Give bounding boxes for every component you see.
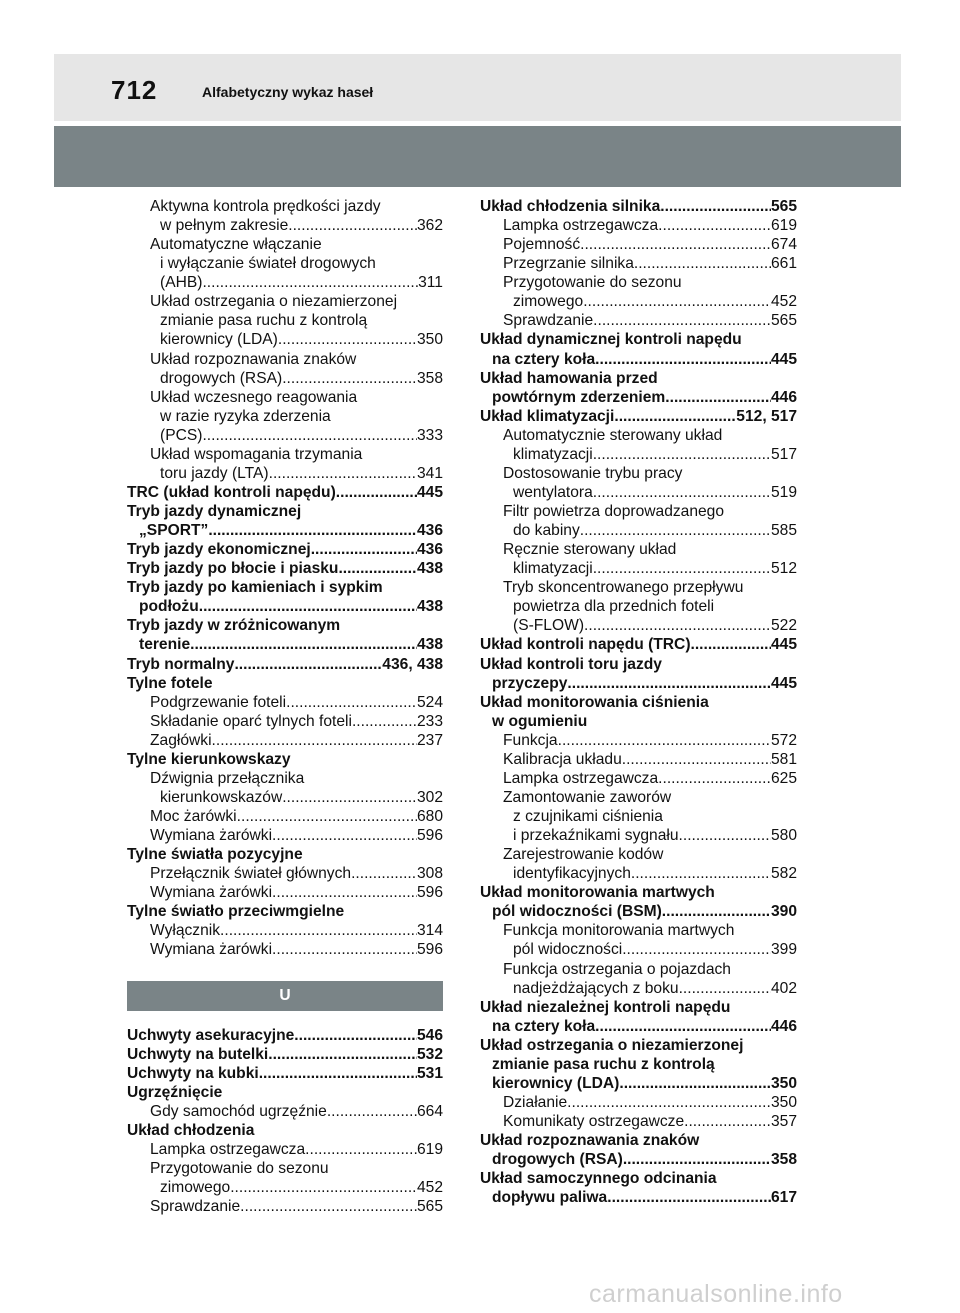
page-reference: 341 xyxy=(416,464,443,482)
entry-text: Przegrzanie silnika xyxy=(503,255,634,273)
dot-leader xyxy=(660,197,771,216)
index-entry xyxy=(127,1178,443,1197)
index-heading-line: Dostosowanie trybu pracy xyxy=(503,464,683,482)
index-entry xyxy=(480,197,797,216)
dot-leader xyxy=(234,655,382,674)
page-reference: 585 xyxy=(770,522,797,540)
index-heading-line: Tryb jazdy po kamieniach i sypkim xyxy=(127,579,383,597)
dot-leader xyxy=(199,597,417,616)
index-heading-line: Układ samoczynnego odcinania xyxy=(480,1170,717,1188)
page-reference: 333 xyxy=(416,426,443,444)
entry-text: Sprawdzanie xyxy=(150,1198,241,1216)
page-reference: 517 xyxy=(770,445,797,463)
dot-leader xyxy=(190,635,417,654)
entry-text: Układ klimatyzacji xyxy=(480,407,615,425)
index-heading-line: Tylne światła pozycyjne xyxy=(127,846,303,864)
index-heading-line: w razie ryzyka zderzenia xyxy=(160,407,331,425)
index-entry xyxy=(480,616,797,635)
page-reference: 436 xyxy=(416,522,443,540)
dot-leader xyxy=(272,883,417,902)
index-entry xyxy=(480,216,797,235)
index-entry xyxy=(480,1188,797,1207)
entry-text: Tryb normalny xyxy=(127,655,235,673)
page-reference: 358 xyxy=(770,1151,797,1169)
index-entry xyxy=(127,826,443,845)
watermark: carmanualsonline.info xyxy=(589,1280,843,1308)
entry-text: na cztery koła xyxy=(492,1017,596,1035)
index-entry xyxy=(480,769,797,788)
dot-leader xyxy=(580,521,771,540)
index-heading-line: Układ ostrzegania o niezamierzonej xyxy=(480,1036,744,1054)
page-reference: 452 xyxy=(416,1179,443,1196)
entry-text: Podgrzewanie foteli xyxy=(150,693,287,711)
index-entry xyxy=(127,540,443,559)
dot-leader xyxy=(327,1102,417,1121)
page-reference: 436, 438 xyxy=(382,655,443,673)
dot-leader xyxy=(684,1112,771,1131)
page-reference: 596 xyxy=(416,884,443,902)
index-entry xyxy=(127,483,443,502)
entry-text: identyfikacyjnych xyxy=(513,865,631,883)
page-reference: 438 xyxy=(416,598,443,616)
dot-leader xyxy=(614,407,736,426)
entry-text: drogowych (RSA) xyxy=(492,1151,623,1169)
index-entry xyxy=(480,521,797,540)
entry-text: na cztery koła xyxy=(492,350,596,368)
index-entry xyxy=(127,807,443,826)
page-reference: 674 xyxy=(770,236,797,254)
page-reference: 617 xyxy=(770,1189,797,1207)
page-reference: 582 xyxy=(770,865,797,883)
index-heading-line: Układ niezależnej kontroli napędu xyxy=(480,998,731,1016)
page-reference: 402 xyxy=(770,979,797,997)
dot-leader xyxy=(230,1178,417,1197)
page-reference: 664 xyxy=(416,1102,443,1120)
dot-leader xyxy=(220,921,417,940)
dot-leader xyxy=(338,559,417,578)
dot-leader xyxy=(607,1188,771,1207)
index-entry xyxy=(127,1026,443,1045)
entry-text: klimatyzacji xyxy=(513,560,593,578)
index-heading-line: zmianie pasa ruchu z kontrolą xyxy=(160,312,368,330)
page-reference: 233 xyxy=(416,712,443,730)
index-entry xyxy=(480,292,797,311)
entry-text: kierownicy (LDA) xyxy=(492,1074,620,1092)
index-list-t xyxy=(127,197,443,960)
dot-leader xyxy=(595,350,771,369)
index-entry xyxy=(127,1064,443,1083)
index-heading-line: Układ wspomagania trzymania xyxy=(150,445,363,463)
index-entry xyxy=(480,826,797,845)
entry-text: drogowych (RSA) xyxy=(160,369,283,387)
entry-text: Uchwyty asekuracyjne xyxy=(127,1026,295,1044)
page-reference: 572 xyxy=(770,731,797,749)
index-entry xyxy=(480,559,797,578)
dot-leader xyxy=(619,1074,771,1093)
index-entry xyxy=(127,731,443,750)
index-entry xyxy=(480,235,797,254)
dot-leader xyxy=(268,1045,417,1064)
index-entry xyxy=(127,369,443,388)
index-heading-line: zmianie pasa ruchu z kontrolą xyxy=(492,1055,715,1073)
index-entry xyxy=(127,464,443,483)
page-reference: 357 xyxy=(770,1113,797,1130)
entry-text: Pojemność xyxy=(503,236,581,254)
page-reference: 565 xyxy=(770,312,797,330)
dot-leader xyxy=(567,674,771,693)
index-entry xyxy=(480,407,797,426)
entry-text: pól widoczności (BSM) xyxy=(492,903,662,921)
page-reference: 445 xyxy=(770,350,797,368)
dot-leader xyxy=(665,388,771,407)
entry-text: Kalibracja układu xyxy=(503,750,622,768)
page-reference: 522 xyxy=(770,617,797,635)
entry-text: Tryb jazdy ekonomicznej xyxy=(127,541,311,559)
entry-text: i przekaźnikami sygnału xyxy=(513,827,679,845)
index-entry xyxy=(480,750,797,769)
index-column-left xyxy=(127,197,443,1216)
index-heading-line: Tryb jazdy dynamicznej xyxy=(127,503,302,520)
entry-text: kierunkowskazów xyxy=(160,788,283,806)
entry-text: (S-FLOW) xyxy=(513,617,585,635)
index-heading-line: Układ rozpoznawania znaków xyxy=(480,1132,700,1150)
dot-leader xyxy=(658,216,771,235)
entry-text: Składanie oparć tylnych foteli xyxy=(150,712,352,730)
dot-leader xyxy=(634,254,771,273)
dot-leader xyxy=(593,559,771,578)
index-heading-line: Zamontowanie zaworów xyxy=(503,788,672,806)
page-reference: 399 xyxy=(770,941,797,959)
entry-text: Funkcja xyxy=(503,731,558,749)
index-entry xyxy=(480,979,797,998)
entry-text: Wymiana żarówki xyxy=(150,827,273,845)
entry-text: Działanie xyxy=(503,1093,568,1111)
index-entry xyxy=(480,311,797,330)
index-entry xyxy=(480,1112,797,1131)
entry-text: nadjeżdżających z boku xyxy=(513,979,679,997)
page-reference: 438 xyxy=(416,560,443,578)
index-heading-line: Układ kontroli toru jazdy xyxy=(480,655,662,673)
page-reference: 438 xyxy=(416,636,443,654)
index-list-u-continued xyxy=(480,197,797,1207)
index-entry xyxy=(127,597,443,616)
page-reference: 661 xyxy=(770,255,797,273)
dot-leader xyxy=(593,445,771,464)
page-reference: 445 xyxy=(770,636,797,654)
index-entry xyxy=(480,674,797,693)
dot-leader xyxy=(567,1093,771,1112)
index-entry xyxy=(127,940,443,959)
dot-leader xyxy=(212,731,417,750)
index-entry xyxy=(480,254,797,273)
index-heading-line: Automatyczne włączanie xyxy=(150,236,322,254)
page-reference: 596 xyxy=(416,827,443,845)
index-heading-line: Przygotowanie do sezonu xyxy=(150,1159,329,1177)
index-heading-line: Układ ostrzegania o niezamierzonej xyxy=(150,293,398,311)
dot-leader xyxy=(202,426,417,445)
page-reference: 519 xyxy=(770,483,797,501)
entry-text: Moc żarówki xyxy=(150,808,237,825)
index-entry xyxy=(127,521,443,540)
dot-leader xyxy=(679,979,771,998)
index-entry xyxy=(127,921,443,940)
index-entry xyxy=(480,1093,797,1112)
dot-leader xyxy=(208,521,417,540)
index-entry xyxy=(480,731,797,750)
index-entry xyxy=(480,445,797,464)
index-entry xyxy=(127,635,443,654)
page-reference: 580 xyxy=(770,827,797,845)
dot-leader xyxy=(593,311,771,330)
page-reference: 512, 517 xyxy=(736,407,797,425)
index-heading-line: Tylne światło przeciwmgielne xyxy=(127,903,345,921)
dot-leader xyxy=(294,1026,417,1045)
section-title: Alfabetyczny wykaz haseł xyxy=(202,84,374,100)
page-reference: 680 xyxy=(416,808,443,825)
page-reference: 302 xyxy=(416,788,443,806)
page-reference: 625 xyxy=(770,769,797,787)
page-reference: 308 xyxy=(416,865,443,883)
dot-leader xyxy=(278,330,417,349)
entry-text: Lampka ostrzegawcza xyxy=(150,1140,306,1158)
index-heading-line: z czujnikami ciśnienia xyxy=(513,808,663,825)
dot-leader xyxy=(679,826,771,845)
index-entry xyxy=(480,902,797,921)
page-reference: 314 xyxy=(416,922,443,940)
entry-text: Układ chłodzenia silnika xyxy=(480,198,661,215)
entry-text: TRC (układ kontroli napędu) xyxy=(127,483,336,501)
page-reference: 524 xyxy=(416,693,443,711)
entry-text: Komunikaty ostrzegawcze xyxy=(503,1113,685,1130)
index-heading-line: Tylne fotele xyxy=(127,674,213,692)
page-reference: 350 xyxy=(416,331,443,349)
page-reference: 237 xyxy=(416,731,443,749)
entry-text: klimatyzacji xyxy=(513,445,593,463)
dot-leader xyxy=(282,369,417,388)
index-heading-line: w ogumieniu xyxy=(492,712,588,730)
index-heading-line: Ręcznie sterowany układ xyxy=(503,541,677,559)
entry-text: powtórnym zderzeniem xyxy=(492,388,666,406)
dot-leader xyxy=(623,1150,771,1169)
entry-text: (PCS) xyxy=(160,426,203,444)
entry-text: Sprawdzanie xyxy=(503,312,594,330)
entry-text: „SPORT” xyxy=(139,522,209,540)
header-strip xyxy=(54,54,901,121)
index-heading-line: Układ dynamicznej kontroli napędu xyxy=(480,331,742,349)
index-entry xyxy=(127,330,443,349)
header-band xyxy=(54,126,901,187)
page-reference: 452 xyxy=(770,293,797,311)
entry-text: do kabiny xyxy=(513,522,580,540)
dot-leader xyxy=(240,1197,417,1216)
dot-leader xyxy=(580,235,771,254)
dot-leader xyxy=(558,731,771,750)
page-reference: 546 xyxy=(416,1026,443,1044)
index-entry xyxy=(127,788,443,807)
index-entry xyxy=(127,693,443,712)
dot-leader xyxy=(282,788,417,807)
dot-leader xyxy=(583,292,771,311)
page-reference: 619 xyxy=(770,217,797,235)
page-reference: 445 xyxy=(416,483,443,501)
index-entry xyxy=(127,216,443,235)
index-entry xyxy=(480,635,797,654)
index-entry xyxy=(127,883,443,902)
page-reference: 512 xyxy=(770,560,797,578)
entry-text: Wymiana żarówki xyxy=(150,941,273,959)
entry-text: dopływu paliwa xyxy=(492,1189,608,1207)
entry-text: Przełącznik świateł głównych xyxy=(150,865,352,883)
entry-text: Zagłówki xyxy=(150,731,212,749)
page-reference: 390 xyxy=(770,903,797,921)
page-reference: 446 xyxy=(770,1017,797,1035)
dot-leader xyxy=(259,1064,417,1083)
entry-text: Tryb jazdy po błocie i piasku xyxy=(127,560,339,578)
entry-text: przyczepy xyxy=(492,674,568,692)
page-reference: 350 xyxy=(770,1093,797,1111)
index-entry xyxy=(480,864,797,883)
entry-text: Wymiana żarówki xyxy=(150,884,273,902)
entry-text: w pełnym zakresie xyxy=(160,217,289,235)
index-entry xyxy=(127,1045,443,1064)
dot-leader xyxy=(237,807,417,826)
page-reference: 532 xyxy=(416,1045,443,1063)
dot-leader xyxy=(622,750,771,769)
entry-text: Uchwyty na butelki xyxy=(127,1045,269,1063)
index-entry xyxy=(127,1197,443,1216)
dot-leader xyxy=(286,693,417,712)
index-entry xyxy=(127,1140,443,1159)
entry-text: Układ kontroli napędu (TRC) xyxy=(480,636,691,654)
page-reference: 446 xyxy=(770,388,797,406)
page-reference: 358 xyxy=(416,369,443,387)
dot-leader xyxy=(269,464,417,483)
index-heading-line: Aktywna kontrola prędkości jazdy xyxy=(150,198,381,215)
index-entry xyxy=(127,559,443,578)
page-number: 712 xyxy=(111,75,158,105)
index-list-u xyxy=(127,1026,443,1217)
dot-leader xyxy=(311,540,417,559)
page-reference: 565 xyxy=(416,1198,443,1216)
dot-leader xyxy=(305,1140,417,1159)
page-reference: 362 xyxy=(416,217,443,235)
index-entry xyxy=(127,712,443,731)
entry-text: zimowego xyxy=(160,1179,231,1196)
index-heading-line: Automatycznie sterowany układ xyxy=(503,426,723,444)
index-heading-line: Tryb jazdy w zróżnicowanym xyxy=(127,617,341,635)
index-heading-line: Tylne kierunkowskazy xyxy=(127,750,291,768)
index-entry xyxy=(127,1102,443,1121)
entry-text: pól widoczności xyxy=(513,941,623,959)
dot-leader xyxy=(662,902,771,921)
index-entry xyxy=(480,940,797,959)
index-heading-line: Układ hamowania przed xyxy=(480,369,658,387)
index-heading-line: Funkcja ostrzegania o pojazdach xyxy=(503,960,731,978)
index-entry xyxy=(127,273,443,292)
dot-leader xyxy=(336,483,417,502)
dot-leader xyxy=(584,616,771,635)
entry-text: kierownicy (LDA) xyxy=(160,331,278,349)
page-reference: 436 xyxy=(416,541,443,559)
entry-text: podłożu xyxy=(139,598,199,616)
entry-text: Gdy samochód ugrzęźnie xyxy=(150,1102,327,1120)
page-reference: 445 xyxy=(770,674,797,692)
index-heading-line: Przygotowanie do sezonu xyxy=(503,274,682,292)
page-reference: 581 xyxy=(770,750,797,768)
dot-leader xyxy=(622,940,771,959)
index-heading-line: Funkcja monitorowania martwych xyxy=(503,922,735,940)
dot-leader xyxy=(352,712,417,731)
index-entry xyxy=(480,1150,797,1169)
index-heading-line: Dźwignia przełącznika xyxy=(150,769,305,787)
dot-leader xyxy=(691,635,771,654)
dot-leader xyxy=(288,216,417,235)
index-heading-line: Filtr powietrza doprowadzanego xyxy=(503,503,725,520)
letter-heading-u: U xyxy=(127,981,443,1011)
entry-text: Lampka ostrzegawcza xyxy=(503,217,659,235)
index-heading-line: Układ monitorowania martwych xyxy=(480,884,715,902)
entry-text: Lampka ostrzegawcza xyxy=(503,769,659,787)
entry-text: terenie xyxy=(139,636,191,654)
dot-leader xyxy=(593,483,771,502)
entry-text: zimowego xyxy=(513,293,584,311)
entry-text: (AHB) xyxy=(160,274,203,292)
entry-text: toru jazdy (LTA) xyxy=(160,464,269,482)
dot-leader xyxy=(351,864,417,883)
index-heading-line: Ugrzęźnięcie xyxy=(127,1083,223,1101)
page-reference: 350 xyxy=(770,1074,797,1092)
dot-leader xyxy=(272,826,417,845)
index-heading-line: Układ monitorowania ciśnienia xyxy=(480,693,709,711)
index-heading-line: powietrza dla przednich foteli xyxy=(513,598,715,616)
index-heading-line: Tryb skoncentrowanego przepływu xyxy=(503,579,744,597)
index-entry xyxy=(127,426,443,445)
entry-text: Uchwyty na kubki xyxy=(127,1064,259,1082)
index-entry xyxy=(480,483,797,502)
page-reference: 311 xyxy=(418,274,443,292)
index-entry xyxy=(480,388,797,407)
index-heading-line: Układ chłodzenia xyxy=(127,1121,255,1139)
index-entry xyxy=(480,1017,797,1036)
page-reference: 565 xyxy=(770,198,797,215)
dot-leader xyxy=(202,273,418,292)
index-heading-line: i wyłączanie świateł drogowych xyxy=(160,255,376,273)
page-reference: 596 xyxy=(416,941,443,959)
index-entry xyxy=(127,864,443,883)
dot-leader xyxy=(272,940,417,959)
page-reference: 531 xyxy=(416,1064,443,1082)
dot-leader xyxy=(658,769,771,788)
page-reference: 619 xyxy=(416,1140,443,1158)
dot-leader xyxy=(595,1017,771,1036)
index-heading-line: Zarejestrowanie kodów xyxy=(503,846,664,864)
entry-text: Wyłącznik xyxy=(150,922,221,940)
index-heading-line: Układ rozpoznawania znaków xyxy=(150,350,357,368)
index-column-right xyxy=(480,197,797,1207)
dot-leader xyxy=(631,864,771,883)
index-heading-line: Układ wczesnego reagowania xyxy=(150,388,358,406)
index-entry xyxy=(480,350,797,369)
index-entry xyxy=(480,1074,797,1093)
entry-text: wentylatora xyxy=(513,483,593,501)
index-entry xyxy=(127,655,443,674)
